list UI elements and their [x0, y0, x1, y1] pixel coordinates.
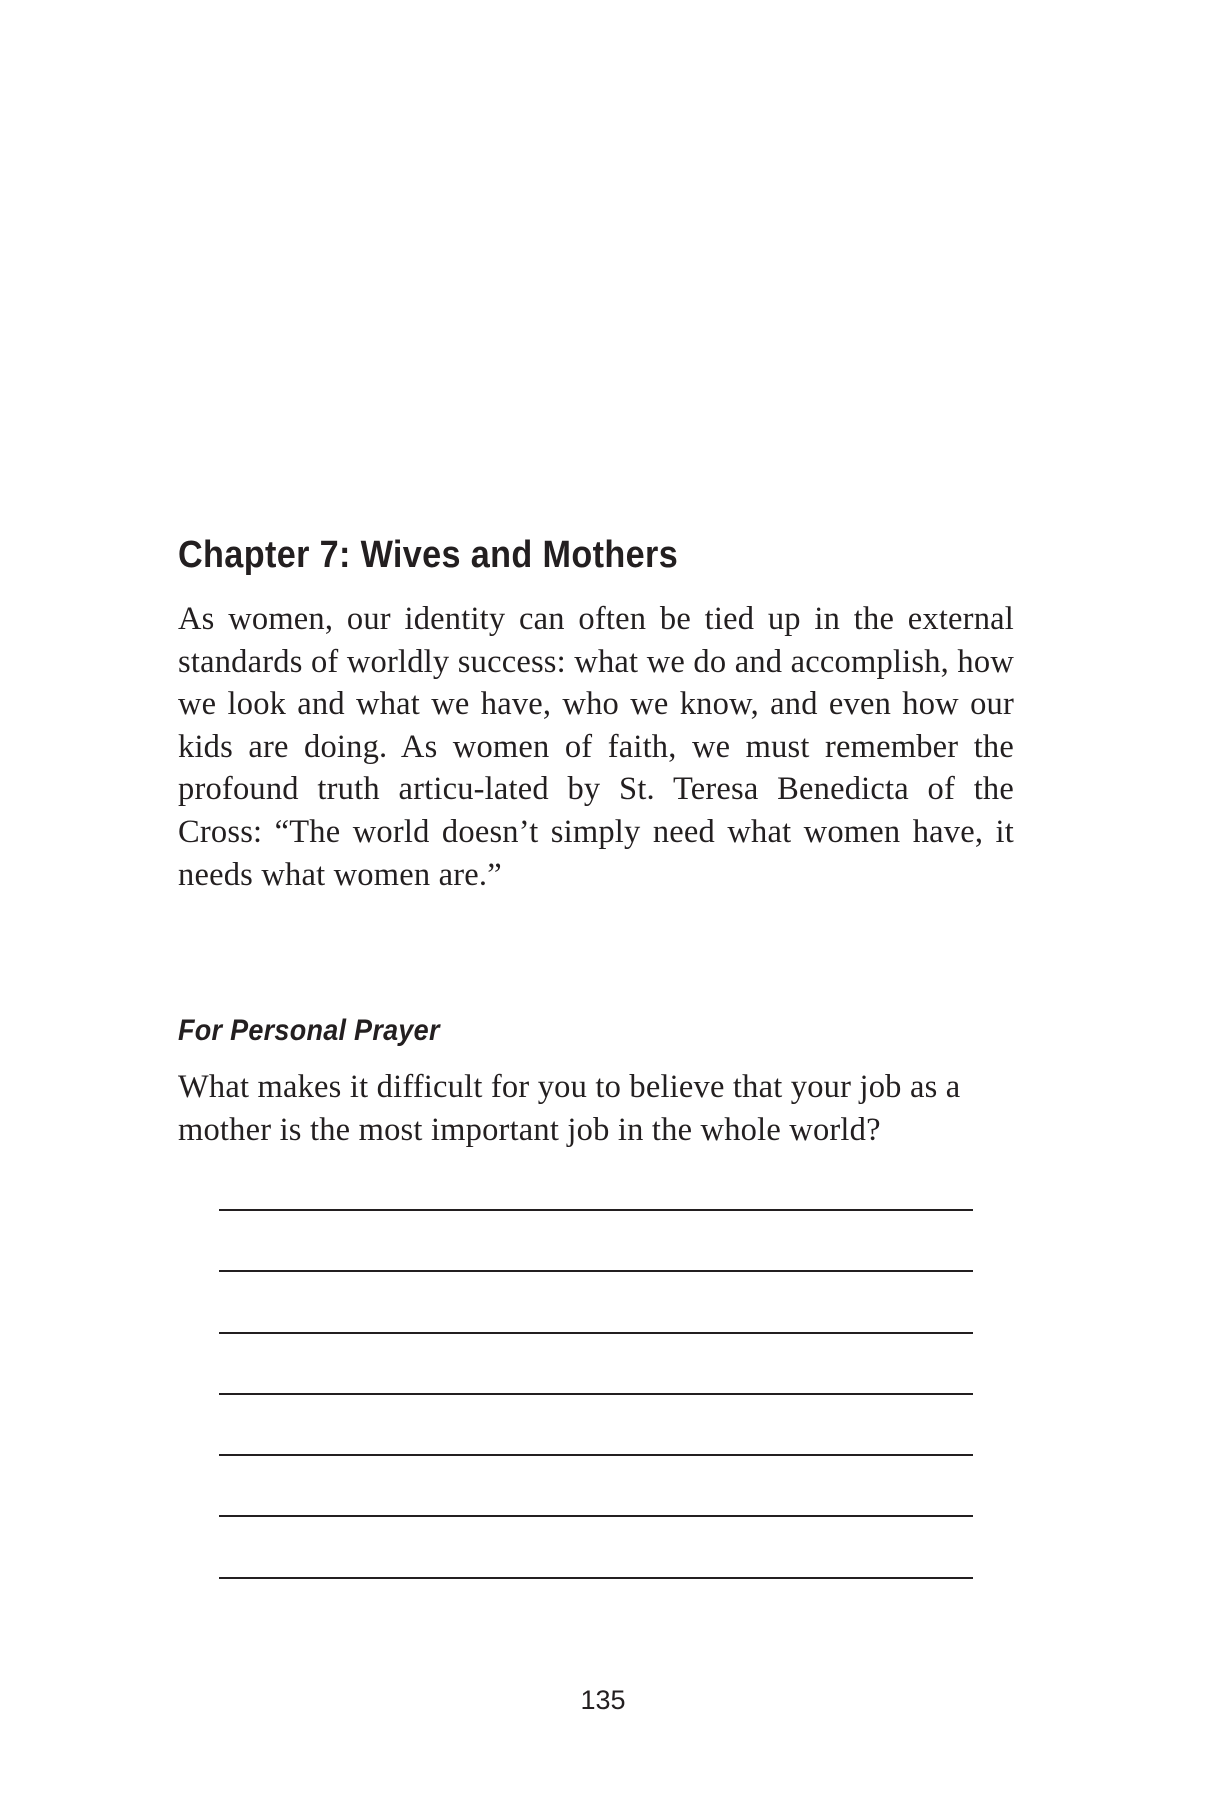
writing-line — [219, 1192, 973, 1211]
prayer-question: What makes it difficult for you to believe that your job as a mother is the most important job in the whole world? — [178, 1069, 961, 1148]
writing-line — [219, 1334, 973, 1395]
chapter-title: Chapter 7: Wives and Mothers — [178, 534, 679, 576]
page-number: 135 — [580, 1685, 626, 1715]
writing-line — [219, 1272, 973, 1333]
writing-line — [219, 1395, 973, 1456]
personal-prayer-heading: For Personal Prayer — [178, 1014, 440, 1047]
chapter-intro-paragraph: As women, our identity can often be tied up in the external standards of worldly success: what we do and accomplish, how we look and what we have, who we know, and even how our kids are doing. As women of faith, we must remember the profound truth articu-lated by St. Teresa Benedicta of the Cross: “The world doesn’t simply need what women have, it needs what women are.” — [178, 601, 1014, 893]
writing-line — [219, 1517, 973, 1578]
writing-line — [219, 1456, 973, 1517]
answer-writing-lines — [219, 1192, 973, 1579]
writing-line — [219, 1211, 973, 1272]
